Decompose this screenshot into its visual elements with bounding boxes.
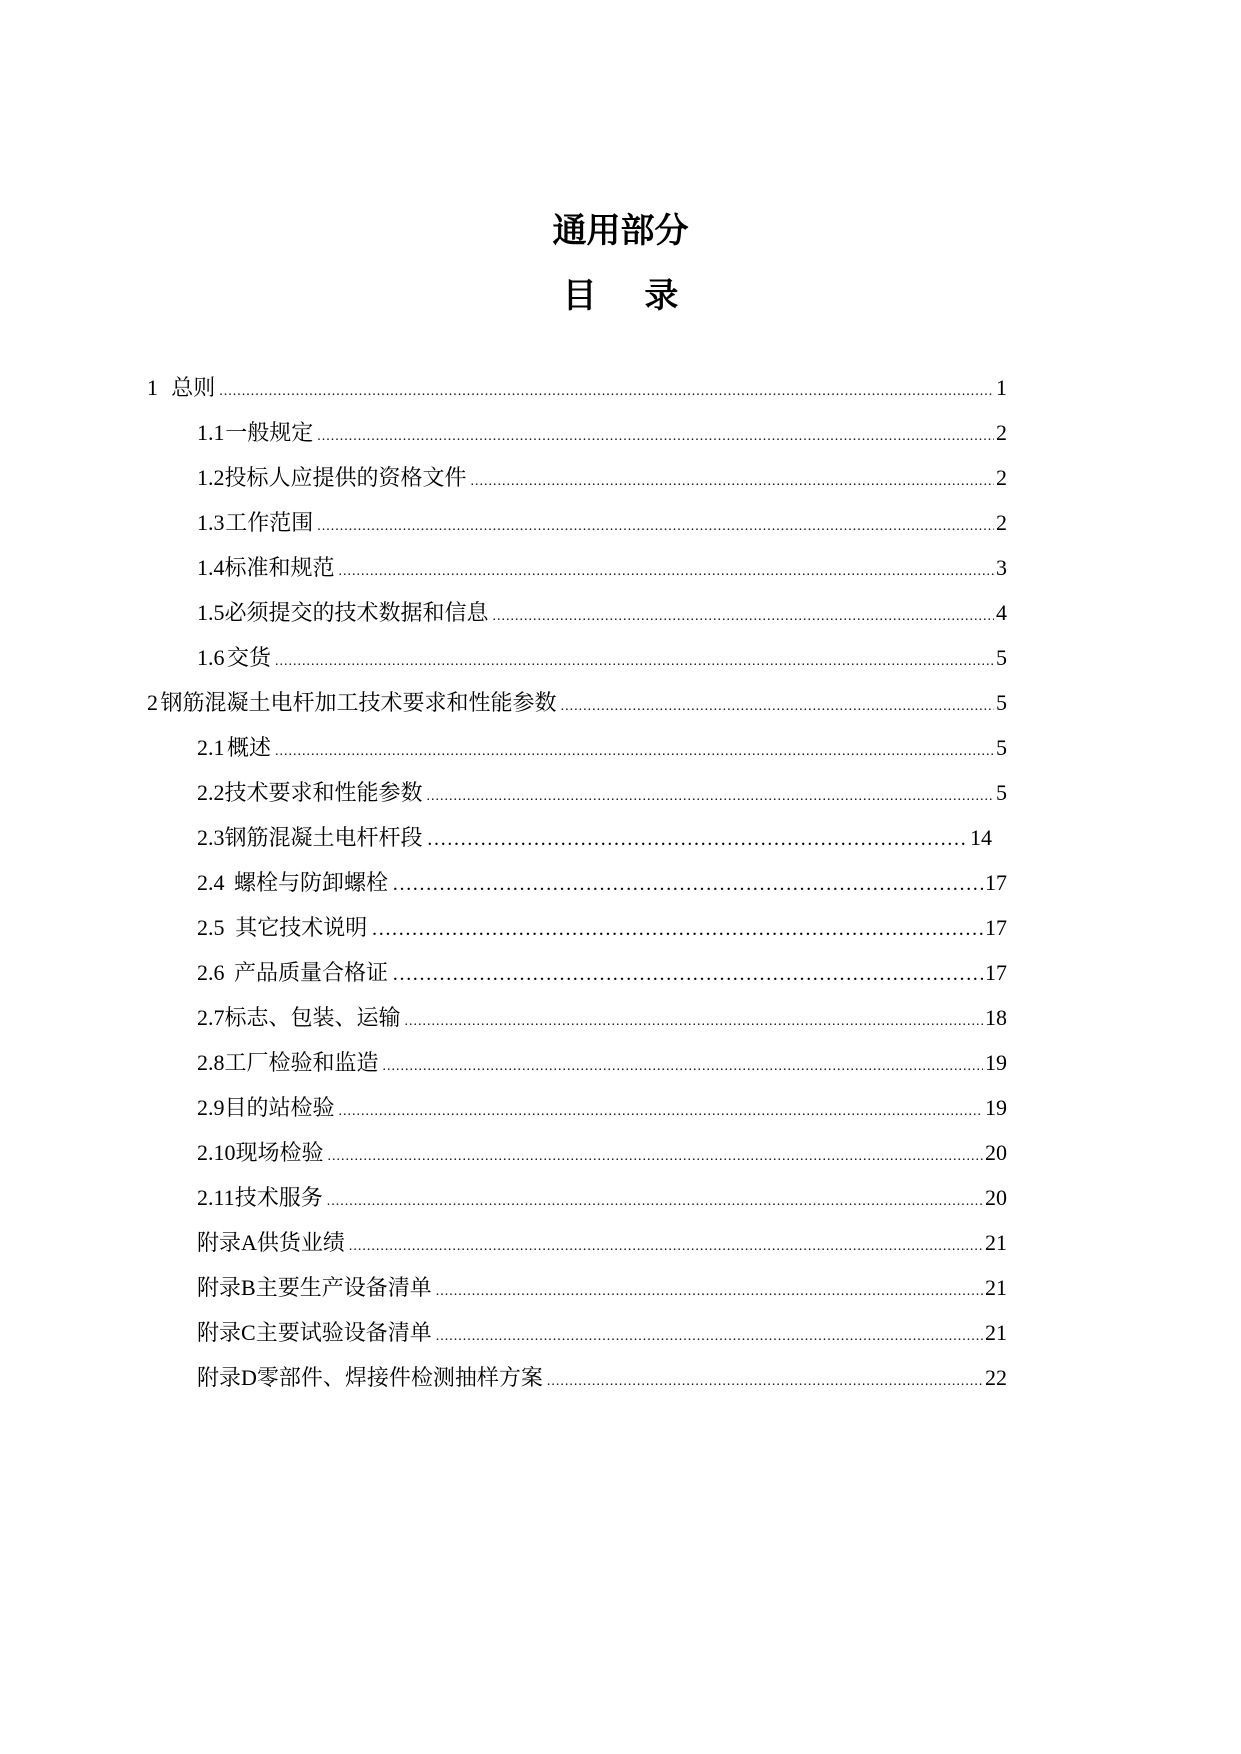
toc-entry-title: 钢筋混凝土电杆加工技术要求和性能参数 (160, 690, 557, 715)
toc-entry-2-8[interactable] (197, 1043, 1007, 1083)
toc-entry-1-5[interactable] (197, 593, 1007, 633)
toc-entry-number: 2.2 (197, 780, 225, 805)
toc-entry-page: 17 (985, 915, 1007, 940)
toc-entry-page: 14 (970, 825, 992, 850)
toc-entry-page: 19 (985, 1095, 1007, 1120)
toc-entry-2-9[interactable] (197, 1088, 1007, 1128)
toc-entry-page: 21 (985, 1320, 1007, 1345)
toc-dot-leader (349, 1223, 983, 1263)
toc-entry-1-3[interactable] (197, 503, 1007, 543)
toc-entry-page: 17 (985, 960, 1007, 985)
toc-entry-1-1[interactable] (197, 413, 1007, 453)
toc-entry-title: 主要生产设备清单 (255, 1275, 432, 1300)
toc-entry-page: 18 (985, 1005, 1007, 1030)
toc-entry-number: 2.4 (197, 870, 225, 895)
toc-entry-number: 2.7 (197, 1005, 225, 1030)
toc-entry-title: 总则 (171, 375, 216, 400)
toc-entry-page: 20 (985, 1185, 1007, 1210)
toc-entry-title: 目的站检验 (224, 1095, 335, 1120)
toc-entry-number: 2.6 (197, 960, 225, 985)
toc-entry-number: 1.2 (197, 465, 225, 490)
toc-dot-leader (547, 1358, 983, 1398)
toc-entry-2-11[interactable] (197, 1178, 1007, 1218)
toc-entry-title: 供货业绩 (256, 1230, 345, 1255)
toc-entry-number: 2.9 (197, 1095, 225, 1120)
toc-entry-page: 5 (996, 780, 1007, 805)
toc-entry-number: 附录D (197, 1365, 257, 1390)
toc-entry-title: 钢筋混凝土电杆杆段 (224, 825, 423, 850)
toc-entry-1-2[interactable] (197, 458, 1007, 498)
toc-dot-leader (275, 638, 994, 678)
toc-entry-title: 其它技术说明 (235, 915, 368, 940)
toc-entry-title: 产品质量合格证 (233, 960, 388, 985)
toc-entry-title: 技术要求和性能参数 (224, 780, 423, 805)
toc-entry-page: 3 (996, 555, 1007, 580)
toc-dot-leader (339, 548, 994, 588)
toc-entry-2-1[interactable] (197, 728, 1007, 768)
toc-entry-page: 1 (996, 375, 1007, 400)
toc-entry-number: 2.5 (197, 915, 225, 940)
toc-dot-leader (317, 413, 994, 453)
toc-entry-appendix-c[interactable] (197, 1313, 1007, 1353)
toc-entry-number: 1 (147, 375, 158, 400)
toc-entry-2-10[interactable] (197, 1133, 1007, 1173)
toc-entry-number: 1.5 (197, 600, 225, 625)
toc-entry-page: 17 (985, 870, 1007, 895)
toc-dot-leader (392, 863, 983, 903)
toc-dot-leader (436, 1268, 983, 1308)
toc-dot-leader (427, 818, 968, 858)
toc-entry-title: 工作范围 (225, 510, 314, 535)
toc-entry-title: 必须提交的技术数据和信息 (224, 600, 489, 625)
toc-entry-2-5[interactable] (197, 908, 1007, 948)
toc-entry-title: 主要试验设备清单 (255, 1320, 432, 1345)
toc-dot-leader (436, 1313, 983, 1353)
toc-entry-page: 20 (985, 1140, 1007, 1165)
toc-entry-title: 技术服务 (234, 1185, 323, 1210)
toc-entry-number: 2.1 (197, 735, 225, 760)
toc-entry-2-7[interactable] (197, 998, 1007, 1038)
toc-entry-number: 2.11 (197, 1185, 235, 1210)
toc-entry-page: 2 (996, 420, 1007, 445)
toc-dot-leader (275, 728, 994, 768)
toc-entry-number: 附录C (197, 1320, 256, 1345)
toc-entry-number: 2 (147, 690, 158, 715)
toc-entry-1[interactable] (147, 368, 1007, 408)
toc-entry-number: 2.3 (197, 825, 225, 850)
toc-entry-title: 交货 (226, 645, 271, 670)
toc-entry-page: 22 (985, 1365, 1007, 1390)
toc-entry-1-6[interactable] (197, 638, 1007, 678)
toc-entry-2-2[interactable] (197, 773, 1007, 813)
toc-entry-title: 工厂检验和监造 (224, 1050, 379, 1075)
toc-entry-page: 21 (985, 1230, 1007, 1255)
toc-entry-number: 1.3 (197, 510, 225, 535)
toc-entry-title: 标准和规范 (224, 555, 335, 580)
toc-heading: 目 录 (562, 276, 697, 316)
toc-entry-2-6[interactable] (197, 953, 1007, 993)
toc-entry-2-3[interactable] (197, 818, 992, 858)
toc-entry-page: 5 (996, 645, 1007, 670)
toc-entry-2[interactable] (147, 683, 1007, 723)
toc-entry-title: 螺栓与防卸螺栓 (233, 870, 388, 895)
toc-entry-title: 概述 (226, 735, 271, 760)
toc-entry-page: 21 (985, 1275, 1007, 1300)
toc-dot-leader (471, 458, 994, 498)
page-title: 通用部分 (552, 211, 689, 251)
toc-entry-number: 1.1 (197, 420, 225, 445)
toc-entry-title: 标志、包装、运输 (224, 1005, 401, 1030)
toc-entry-page: 5 (996, 735, 1007, 760)
toc-dot-leader (339, 1088, 983, 1128)
toc-dot-leader (327, 1178, 983, 1218)
toc-dot-leader (371, 908, 983, 948)
toc-entry-number: 附录B (197, 1275, 256, 1300)
toc-entry-number: 附录A (197, 1230, 257, 1255)
toc-entry-number: 2.10 (197, 1140, 236, 1165)
toc-entry-number: 1.4 (197, 555, 225, 580)
toc-entry-appendix-a[interactable] (197, 1223, 1007, 1263)
toc-dot-leader (405, 998, 983, 1038)
toc-dot-leader (392, 953, 983, 993)
toc-entry-title: 投标人应提供的资格文件 (224, 465, 467, 490)
toc-entry-number: 1.6 (197, 645, 225, 670)
toc-entry-2-4[interactable] (197, 863, 1007, 903)
toc-dot-leader (427, 773, 994, 813)
toc-entry-page: 2 (996, 465, 1007, 490)
toc-entry-appendix-b[interactable] (197, 1268, 1007, 1308)
toc-dot-leader (383, 1043, 983, 1083)
toc-dot-leader (493, 593, 994, 633)
toc-dot-leader (317, 503, 994, 543)
toc-dot-leader (219, 368, 994, 408)
toc-entry-appendix-d[interactable] (197, 1358, 1007, 1398)
toc-dot-leader (561, 683, 994, 723)
toc-entry-title: 现场检验 (235, 1140, 324, 1165)
toc-entry-page: 4 (996, 600, 1007, 625)
toc-entry-title: 零部件、焊接件检测抽样方案 (256, 1365, 543, 1390)
toc-entry-1-4[interactable] (197, 548, 1007, 588)
toc-entry-number: 2.8 (197, 1050, 225, 1075)
toc-dot-leader (328, 1133, 983, 1173)
toc-entry-page: 2 (996, 510, 1007, 535)
toc-entry-title: 一般规定 (225, 420, 314, 445)
toc-entry-page: 19 (985, 1050, 1007, 1075)
toc-entry-page: 5 (996, 690, 1007, 715)
